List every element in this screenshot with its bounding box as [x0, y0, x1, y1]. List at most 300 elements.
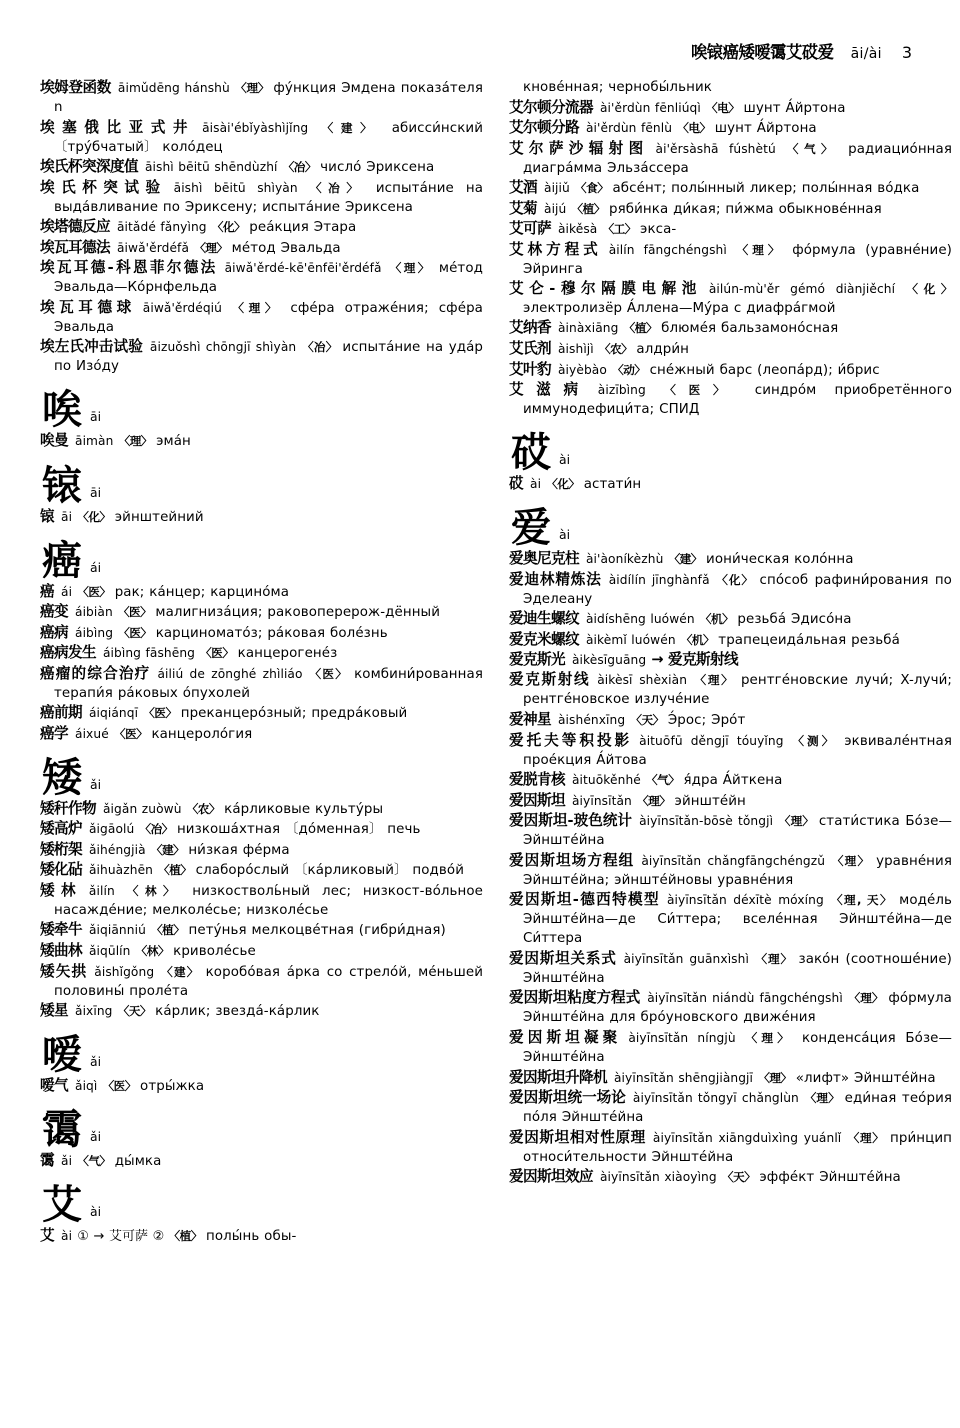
entry-gloss: ка́рликовые культу́ры [224, 801, 384, 817]
entry-headword: 爱克米螺纹 [509, 630, 579, 648]
dictionary-entry [40, 724, 483, 744]
entry-pinyin: àishénxīng [557, 713, 626, 727]
dictionary-entry [509, 650, 952, 670]
entry-gloss: низкостволь́ный лес; низкост-во́льное насажде́ние; мелколе́сье; низколе́сье [54, 883, 484, 918]
entry-pinyin: ài [61, 1229, 73, 1244]
entry-headword: 艾氏剂 [509, 340, 551, 357]
entry-pinyin: àiyīnsītǎn níngjù [628, 1031, 736, 1045]
entry-headword: 埃瓦耳德球 [40, 298, 136, 316]
entry-pinyin: ài'ěrdùn fēnliúqì [599, 100, 701, 115]
dictionary-entry [40, 178, 483, 217]
entry-gloss: «лифт» Эйнште́йна [795, 1070, 936, 1086]
entry-domain-label: 〈气〉 [786, 141, 839, 156]
entry-pinyin: áixué [75, 726, 109, 741]
entry-headword: 爱迪生螺纹 [509, 610, 579, 628]
entry-pinyin: àijú [544, 201, 567, 216]
entry-headword: 爱克斯射线 [509, 671, 591, 689]
entry-domain-label: 〈化〉 [211, 220, 246, 235]
entry-pinyin: ǎixīng [75, 1004, 113, 1019]
entry-headword: 癌学 [40, 724, 68, 742]
entry-gloss: экса- [640, 222, 677, 238]
character-heading-pinyin: āi [90, 409, 102, 425]
entry-gloss: я́дра А́йткена [683, 773, 783, 789]
entry-domain-label: 〈理〉 [389, 261, 432, 276]
dictionary-entry [509, 474, 952, 494]
entry-gloss: блюме́я бальзамоно́сная [661, 321, 839, 337]
entry-gloss: резьба́ Эдисо́на [737, 612, 852, 628]
entry-pinyin: ǎiqiānniú [88, 923, 146, 938]
entry-pinyin: ǎigāolú [88, 822, 135, 837]
entry-headword: 爱因斯坦效应 [509, 1168, 593, 1186]
character-heading-glyph: 爱 [511, 505, 550, 552]
character-heading [40, 534, 483, 584]
entry-gloss: радиацио́нная диагра́мма Эльза́ссера [523, 141, 952, 176]
dictionary-entry [40, 920, 483, 940]
entry-gloss: испыта́ние на выда́вливание по Эриксену; испыта́ние Эриксена [54, 180, 483, 215]
entry-domain-label: 〈冶〉 [309, 180, 365, 195]
running-head [40, 38, 932, 64]
entry-gloss: эквивале́нтная прое́кция А́йтова [523, 733, 952, 768]
entry-pinyin: àikěsà [557, 222, 598, 237]
entry-domain-label: 〈医〉 [143, 706, 177, 721]
entry-gloss: конденса́ция Бо́зе—Эйнште́йна [523, 1031, 952, 1066]
entry-pinyin: àiyīnsītǎn shēngjiàngjī [613, 1070, 754, 1085]
entry-domain-label: 〈医〉 [200, 646, 234, 661]
entry-headword: 爱因斯坦凝聚 [509, 1029, 622, 1046]
entry-pinyin: àiyīnsītǎn guānxìshì [623, 951, 749, 966]
dictionary-entry [509, 178, 952, 198]
dictionary-entry [509, 890, 952, 948]
entry-domain-label: 〈理〉 [745, 1031, 794, 1045]
character-heading-glyph: 锿 [42, 462, 81, 509]
entry-gloss: рентге́новские лучи́; X-лучи́; рентге́новское излуче́ние [523, 673, 952, 708]
dictionary-entry [509, 851, 952, 890]
entry-domain-label: 〈植〉 [158, 863, 192, 878]
entry-headword: 唉曼 [40, 432, 68, 450]
entry-headword: 埃塔德反应 [40, 218, 110, 236]
entry-gloss: ме́тод Эвальда [231, 240, 341, 256]
entry-domain-label: 〈冶〉 [139, 822, 173, 837]
entry-headword: 爱因斯坦场方程组 [509, 851, 635, 869]
entry-domain-label: 〈测〉 [792, 733, 837, 748]
entry-domain-label: 〈植〉 [151, 923, 185, 938]
dictionary-entry [40, 962, 483, 1001]
entry-gloss: канцероло́гия [151, 726, 253, 742]
entry-pinyin: ǎihuàzhēn [88, 863, 153, 878]
entry-pinyin: àiyīnsītǎn déxītè móxíng [666, 893, 824, 908]
entry-domain-label: 〈医〉 [118, 625, 152, 640]
dictionary-entry [40, 431, 483, 451]
entry-gloss: абисси́нский 〔тру́бчатый〕 коло́дец [54, 120, 483, 155]
entry-headword: 埃瓦耳德-科恩菲尔德法 [40, 259, 218, 277]
entry-gloss: синдро́м приобретённого иммунодефици́та; СПИД [523, 383, 952, 418]
entry-headword: 艾尔萨沙辐射图 [509, 139, 649, 157]
entry-domain-label: 〈电〉 [677, 121, 711, 136]
entry-domain-label: 〈理〉 [235, 81, 270, 95]
entry-pinyin: ǎigǎn zuòwù [102, 801, 182, 816]
entry-domain-label: 〈化〉 [906, 282, 952, 297]
character-heading-glyph: 癌 [42, 537, 81, 584]
entry-gloss: число́ Эриксена [320, 160, 435, 176]
entry-headword: 埃塞俄比亚式井 [40, 118, 196, 136]
dictionary-entry [509, 339, 952, 359]
entry-gloss: шунт А́йртона [714, 121, 817, 137]
dictionary-entry [40, 602, 483, 622]
character-heading [40, 751, 483, 801]
dictionary-entry [40, 337, 483, 376]
entry-domain-label: 〈医〉 [309, 666, 349, 681]
entry-pinyin: áiliú de zōnghé zhìliáo [157, 666, 303, 681]
dictionary-entry [509, 279, 952, 318]
entry-pinyin: āimǔdēng hánshù [117, 81, 230, 95]
entry-gloss: криволе́сье [173, 944, 256, 959]
left-column [40, 78, 483, 1247]
entry-pinyin: āishì bēitū shìyàn [173, 180, 298, 195]
entry-headword: 艾尔顿分路 [509, 119, 579, 137]
entry-domain-label: 〈理〉 [637, 793, 671, 808]
entry-gloss: уравне́ния Эйнште́йна; эйнште́йновы уравне́ния [523, 853, 952, 888]
entry-gloss: канцерогене́з [237, 646, 338, 662]
dictionary-entry [509, 240, 952, 279]
entry-domain-label: 〈理, 天〉 [830, 893, 894, 908]
entry-pinyin: ài'ěrdùn fēnlù [585, 121, 673, 136]
entry-pinyin: àishìjì [557, 342, 594, 356]
dictionary-entry [509, 949, 952, 988]
dictionary-entry [509, 139, 952, 178]
entry-pinyin: ǎiqūlín [88, 944, 131, 958]
character-heading [40, 1178, 483, 1229]
entry-gloss: ме́тод Эвальда—Ко́рнфельда [54, 261, 483, 296]
entry-domain-label: 〈建〉 [668, 552, 702, 567]
character-heading [40, 1103, 483, 1154]
entry-headword: 爱脱肯核 [509, 771, 565, 789]
character-heading-glyph: 霭 [42, 1107, 81, 1154]
entry-gloss: еди́ная тео́рия по́ля Эйнште́йна [523, 1091, 953, 1126]
entry-domain-label: 〈理〉 [847, 1130, 885, 1145]
entry-pinyin: àikèsī shèxiàn [597, 673, 688, 688]
dictionary-entry [509, 380, 952, 419]
entry-headword: 艾酒 [509, 179, 537, 197]
character-heading [40, 383, 483, 434]
column-container [40, 78, 953, 1247]
dictionary-entry [40, 664, 483, 703]
character-heading-pinyin: ài [559, 452, 571, 468]
entry-gloss: фо́рмула Эйнште́йна для бро́уновского движе́ния [523, 991, 952, 1026]
entry-pinyin: àijiǔ [544, 181, 570, 196]
entry-pinyin: àikèsīguāng [571, 653, 647, 668]
character-heading-pinyin: ǎi [90, 1129, 102, 1145]
entry-gloss: коробо́вая а́рка со стрело́й, ме́ньшей половины́ проле́та [54, 964, 484, 999]
character-heading [40, 459, 483, 509]
character-heading-glyph: 砹 [511, 430, 550, 477]
entry-gloss: эйнштейний [114, 509, 204, 525]
entry-gloss: ни́зкая фе́рма [188, 842, 290, 858]
dictionary-entry [509, 630, 952, 650]
entry-gloss: спо́соб рафини́рования по Эделеану [523, 572, 952, 607]
entry-pinyin: àilún-mù'ěr gémó diànjiěchí [708, 282, 896, 297]
character-heading-pinyin: ái [90, 559, 102, 575]
running-head-characters: 唉锿癌矮嗳霭艾砹爱 [691, 43, 834, 63]
dictionary-entry [509, 770, 952, 790]
entry-pinyin: ái [61, 584, 73, 599]
entry-gloss: фу́нкция Эмдена показа́теля n [54, 81, 483, 116]
entry-domain-label: 〈工〉 [602, 222, 636, 237]
entry-domain-label: 〈理〉 [736, 242, 784, 257]
entry-domain-label: 〈电〉 [706, 100, 740, 115]
entry-pinyin: àiyīnsītǎn niándù fāngchéngshì [647, 991, 843, 1006]
dictionary-entry [509, 731, 952, 770]
dictionary-entry [509, 988, 952, 1027]
entry-gloss: рак; ка́нцер; карцино́ма [114, 584, 289, 600]
entry-headword: 矮星 [40, 1002, 68, 1020]
entry-pinyin: àiyīnsītǎn xiàoyìng [599, 1170, 717, 1185]
entry-gloss: эффе́кт Эйнште́йна [759, 1170, 901, 1186]
entry-headword: 爱托夫等积投影 [509, 731, 633, 749]
entry-headword: 爱神星 [509, 711, 551, 728]
entry-headword: 爱迪林精炼法 [509, 570, 602, 588]
entry-headword: 爱因斯坦统一场论 [509, 1089, 626, 1107]
entry-pinyin: áibìng [75, 625, 114, 640]
entry-domain-label: 〈医〉 [664, 383, 738, 398]
entry-continuation [509, 78, 952, 97]
entry-gloss: фо́рмула (уравне́ние) Эйринга [523, 242, 952, 277]
dictionary-entry [509, 1128, 952, 1167]
entry-gloss: отры́жка [140, 1079, 205, 1095]
entry-pinyin: áiqiánqī [88, 706, 139, 721]
entry-domain-label: 〈机〉 [680, 632, 715, 647]
entry-headword: 艾尔顿分流器 [509, 98, 593, 116]
dictionary-entry [509, 360, 952, 380]
entry-pinyin: àiyīnsītǎn tǒngyī chǎnglùn [632, 1091, 799, 1106]
entry-domain-label: 〈理〉 [804, 1091, 840, 1106]
entry-domain-label: 〈林〉 [126, 883, 182, 898]
dictionary-entry [509, 710, 952, 730]
entry-gloss: алдри́н [636, 342, 690, 357]
dictionary-entry [40, 118, 483, 157]
entry-headword: 霭 [40, 1152, 54, 1170]
entry-headword: 埃左氏冲击试验 [40, 338, 143, 356]
entry-gloss: ды́мка [114, 1154, 162, 1170]
dictionary-entry [40, 258, 483, 297]
entry-pinyin: àituōkěnhé [571, 773, 641, 788]
dictionary-entry [40, 582, 483, 602]
entry-pinyin: ǎiqì [75, 1079, 98, 1094]
entry-gloss: пету́нья мелкоцве́тная (гибри́дная) [188, 923, 446, 939]
entry-gloss: реа́кция Этара [249, 220, 357, 236]
entry-headword: 艾滋病 [509, 381, 591, 399]
entry-pinyin: ài'ěrsàshā fúshètú [655, 141, 776, 156]
entry-headword: 埃氏杯突试验 [40, 178, 167, 196]
entry-domain-label: 〈植〉 [168, 1229, 202, 1244]
entry-headword: 嗳气 [40, 1077, 68, 1095]
entry-pinyin: àilín fāngchéngshì [608, 242, 727, 257]
entry-gloss: малигниза́ция; раковоперерож-дённый [155, 605, 441, 621]
entry-domain-label: 〈理〉 [118, 434, 152, 449]
entry-gloss: сне́жный барс (леопа́рд); и́брис [649, 362, 880, 378]
dictionary-entry [509, 1068, 952, 1088]
dictionary-entry [509, 670, 952, 709]
entry-gloss: трапецеида́льная резьба́ [718, 632, 900, 648]
entry-domain-label: 〈医〉 [77, 584, 111, 599]
dictionary-entry [509, 1167, 952, 1187]
entry-pinyin: āisài'ébǐyàshìjǐng [202, 120, 309, 135]
dictionary-entry [509, 199, 952, 219]
entry-pinyin: āizuǒshì chōngjī shìyàn [149, 340, 297, 355]
dictionary-entry [40, 941, 483, 961]
entry-domain-label: 〈理〉 [232, 300, 282, 315]
entry-domain-label: 〈天〉 [721, 1170, 756, 1185]
entry-headword: 矮曲林 [40, 942, 82, 959]
dictionary-entry [509, 811, 952, 850]
entry-gloss: астати́н [583, 477, 642, 493]
dictionary-entry [40, 799, 483, 819]
entry-gloss: ряби́нка ди́кая; пи́жма обыкнове́нная [609, 201, 882, 217]
character-heading-pinyin: āi [90, 484, 102, 500]
page-number: 3 [901, 43, 912, 62]
character-heading-pinyin: ǎi [90, 1054, 102, 1070]
dictionary-entry [40, 157, 483, 177]
entry-domain-label: 〈冶〉 [302, 340, 338, 355]
entry-pinyin: àiyīnsītǎn xiāngduìxìng yuánlǐ [652, 1130, 842, 1145]
entry-pinyin: àiyīnsītǎn-bōsè tǒngjì [639, 814, 774, 829]
entry-headword: 爱因斯坦-德西特模型 [509, 891, 660, 909]
entry-headword: 爱克斯光 [509, 651, 565, 669]
entry-gloss: моде́ль Эйнште́йна—де Си́ттера; вселе́нная Эйнште́йна—де Си́ттера [523, 893, 952, 947]
character-heading-pinyin: ài [559, 527, 571, 543]
character-heading-pinyin: ài [90, 1204, 102, 1220]
entry-pinyin: àiyèbào [557, 362, 607, 377]
entry-sense-marker: ① → 艾可萨 ② [77, 1229, 165, 1245]
entry-pinyin: ài'àoníkèzhù [585, 552, 664, 567]
entry-pinyin: àiyīnsītǎn [571, 793, 632, 808]
entry-gloss: полы́нь обы- [205, 1229, 297, 1245]
entry-pinyin: āiwǎ'ěrdé-kē'ēnfēi'ěrdéfǎ [224, 261, 382, 276]
entry-domain-label: 〈理〉 [194, 240, 228, 255]
running-head-pinyin-range: āi/ài [850, 46, 882, 62]
character-heading-glyph: 嗳 [42, 1032, 81, 1079]
entry-pinyin: àiyīnsītǎn chǎngfāngchéngzǔ [641, 853, 826, 868]
character-heading-glyph: 唉 [42, 387, 81, 434]
dictionary-entry [40, 643, 483, 663]
dictionary-entry [509, 98, 952, 118]
dictionary-entry [509, 609, 952, 629]
entry-pinyin: àinàxiāng [557, 321, 619, 336]
dictionary-entry [40, 78, 483, 117]
entry-pinyin: āitǎdé fǎnyìng [116, 220, 207, 235]
entry-pinyin: áibìng fāshēng [102, 646, 195, 661]
entry-headword: 爱因斯坦关系式 [509, 949, 617, 967]
entry-domain-label: 〈化〉 [716, 572, 754, 587]
dictionary-entry [509, 1088, 952, 1127]
entry-pinyin: ǎishǐgǒng [94, 964, 155, 979]
entry-headword: 癌变 [40, 603, 68, 621]
dictionary-entry [509, 1028, 952, 1067]
entry-domain-label: 〈理〉 [755, 951, 793, 966]
entry-gloss: слаборо́слый 〔ка́рликовый〕 подво́й [195, 863, 464, 879]
dictionary-entry [40, 1226, 483, 1246]
entry-domain-label: 〈医〉 [113, 726, 148, 741]
entry-domain-label: 〈理〉 [831, 853, 871, 868]
entry-gloss: эйнште́йн [674, 793, 746, 809]
entry-headword: 爱因斯坦 [509, 791, 565, 809]
dictionary-entry [40, 840, 483, 860]
entry-gloss: при́нцип относи́тельности Эйнште́йна [523, 1130, 952, 1165]
entry-gloss: Э́рос; Эро́т [667, 713, 746, 728]
entry-headword: 癌瘤的综合治疗 [40, 664, 151, 682]
character-heading [509, 426, 952, 477]
dictionary-entry [40, 703, 483, 723]
entry-pinyin: āi [61, 509, 73, 524]
entry-gloss: эма́н [156, 434, 191, 450]
entry-pinyin: āiwǎ'ěrdéqiú [142, 300, 222, 315]
entry-domain-label: 〈天〉 [630, 713, 664, 727]
right-column [509, 78, 952, 1188]
entry-gloss: карциномато́з; ра́ковая боле́знь [155, 625, 388, 641]
entry-gloss: стати́стика Бо́зе—Эйнште́йна [523, 814, 952, 849]
dictionary-entry [40, 623, 483, 643]
entry-headword: 癌病 [40, 623, 68, 641]
entry-headword: 爱因斯坦升降机 [509, 1068, 607, 1086]
entry-gloss: ка́рлик; звезда́-ка́рлик [155, 1004, 320, 1020]
dictionary-entry [40, 1001, 483, 1021]
dictionary-entry [509, 791, 952, 811]
entry-pinyin: ài [530, 477, 542, 492]
entry-domain-label: 〈农〉 [598, 342, 633, 356]
entry-domain-label: 〈理〉 [778, 814, 815, 829]
entry-gloss: электролизёр А́ллена—Му́ра с диафра́гмой [523, 300, 836, 316]
entry-domain-label: 〈建〉 [150, 842, 185, 857]
entry-pinyin: àituōfū děngjī tóuyǐng [639, 733, 784, 748]
entry-cross-reference: → 爱克斯射线 [651, 651, 738, 669]
entry-domain-label: 〈医〉 [117, 605, 152, 620]
character-heading [509, 501, 952, 552]
entry-domain-label: 〈理〉 [694, 673, 735, 688]
entry-headword: 艾纳香 [509, 319, 551, 337]
entry-headword: 艾林方程式 [509, 240, 602, 258]
entry-domain-label: 〈理〉 [848, 991, 884, 1006]
entry-gloss: комбини́рованная терапи́я ра́ковых о́пухолей [54, 666, 483, 701]
entry-headword: 爱因斯坦-玻色统计 [509, 812, 633, 830]
dictionary-entry [509, 549, 952, 569]
dictionary-entry [40, 217, 483, 237]
entry-gloss: кнове́нная; чернобы́льник [523, 80, 712, 95]
entry-domain-label: 〈气〉 [77, 1154, 111, 1169]
entry-domain-label: 〈植〉 [623, 321, 657, 336]
entry-pinyin: àidílín jīnghànfǎ [608, 572, 710, 587]
entry-domain-label: 〈气〉 [646, 773, 680, 788]
entry-headword: 癌病发生 [40, 644, 96, 662]
entry-domain-label: 〈林〉 [135, 944, 169, 958]
dictionary-entry [40, 507, 483, 527]
entry-gloss: абсе́нт; полы́нный ликер; полы́нная во́дка [612, 181, 920, 197]
entry-pinyin: ǎi [61, 1154, 73, 1169]
entry-headword: 锿 [40, 507, 54, 525]
entry-pinyin: áibiàn [75, 605, 113, 620]
dictionary-entry [40, 298, 483, 337]
entry-headword: 艾可萨 [509, 220, 551, 238]
entry-headword: 埃氏杯突深度值 [40, 158, 138, 176]
entry-domain-label: 〈食〉 [575, 181, 609, 196]
dictionary-entry [40, 860, 483, 880]
entry-domain-label: 〈医〉 [102, 1079, 136, 1094]
dictionary-entry [40, 819, 483, 839]
entry-headword: 砹 [509, 475, 523, 493]
entry-domain-label: 〈化〉 [77, 509, 111, 524]
entry-gloss: преканцеро́зный; предра́ковый [180, 706, 408, 722]
entry-headword: 艾仑-穆尔隔膜电解池 [509, 280, 702, 298]
entry-headword: 癌 [40, 582, 54, 600]
entry-pinyin: àidíshēng luówén [585, 612, 695, 627]
